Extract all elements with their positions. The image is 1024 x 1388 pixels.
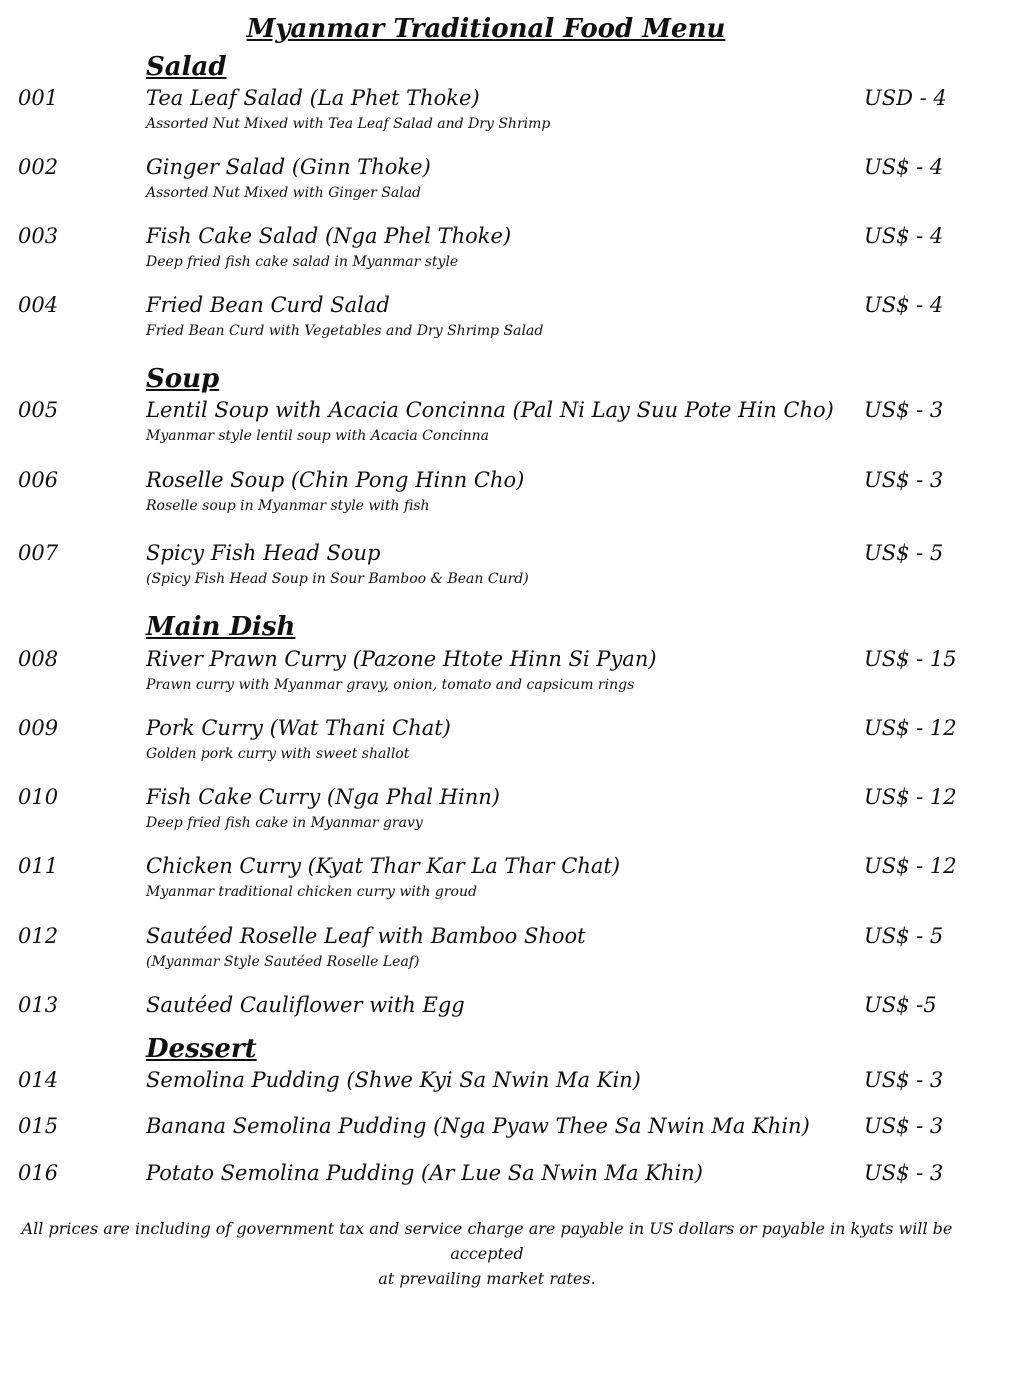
item-code: 015 (18, 1114, 59, 1138)
menu-item-004 (0, 293, 1024, 353)
item-price: USD - 4 (864, 86, 947, 110)
item-price: US$ - 12 (864, 854, 957, 878)
item-code: 014 (18, 1068, 59, 1092)
footnote-line-2: at prevailing market rates. (378, 1269, 596, 1288)
item-price: US$ - 5 (864, 541, 944, 565)
menu-item-001 (0, 86, 1024, 146)
item-description: (Spicy Fish Head Soup in Sour Bamboo & Bean Curd) (146, 571, 529, 587)
menu-item-010 (0, 785, 1024, 845)
item-name: Spicy Fish Head Soup (146, 541, 381, 565)
item-price: US$ - 3 (864, 1114, 944, 1138)
item-description: Myanmar traditional chicken curry with groud (146, 884, 477, 900)
menu-item-006 (0, 468, 1024, 528)
section-heading-dessert: Dessert (146, 1034, 257, 1064)
item-code: 002 (18, 155, 59, 179)
item-description: Prawn curry with Myanmar gravy, onion, tomato and capsicum rings (146, 677, 635, 693)
item-name: Fried Bean Curd Salad (146, 293, 390, 317)
item-price: US$ - 4 (864, 224, 944, 248)
item-description: Assorted Nut Mixed with Ginger Salad (146, 185, 422, 201)
item-name: Semolina Pudding (Shwe Kyi Sa Nwin Ma Kin) (146, 1068, 641, 1092)
menu-item-005 (0, 398, 1024, 458)
item-code: 007 (18, 541, 59, 565)
item-name: Chicken Curry (Kyat Thar Kar La Thar Chat) (146, 854, 621, 878)
item-code: 009 (18, 716, 59, 740)
item-description: Deep fried fish cake salad in Myanmar style (146, 254, 459, 270)
menu-item-002 (0, 155, 1024, 215)
item-code: 013 (18, 993, 59, 1017)
item-price: US$ - 12 (864, 716, 957, 740)
menu-item-009 (0, 716, 1024, 776)
item-code: 010 (18, 785, 59, 809)
item-price: US$ - 12 (864, 785, 957, 809)
item-description: Deep fried fish cake in Myanmar gravy (146, 815, 423, 831)
item-price: US$ -5 (864, 993, 937, 1017)
item-price: US$ - 3 (864, 398, 944, 422)
item-price: US$ - 3 (864, 1068, 944, 1092)
item-code: 001 (18, 86, 59, 110)
item-name: Tea Leaf Salad (La Phet Thoke) (146, 86, 480, 110)
item-price: US$ - 3 (864, 468, 944, 492)
item-name: Roselle Soup (Chin Pong Hinn Cho) (146, 468, 525, 492)
menu-item-008 (0, 647, 1024, 707)
item-code: 003 (18, 224, 59, 248)
item-description: Roselle soup in Myanmar style with fish (146, 498, 430, 514)
item-code: 012 (18, 924, 59, 948)
item-price: US$ - 4 (864, 293, 944, 317)
item-code: 005 (18, 398, 59, 422)
item-code: 016 (18, 1161, 59, 1185)
item-price: US$ - 4 (864, 155, 944, 179)
item-name: Pork Curry (Wat Thani Chat) (146, 716, 451, 740)
item-code: 004 (18, 293, 59, 317)
item-name: Potato Semolina Pudding (Ar Lue Sa Nwin Ma Khin) (146, 1161, 703, 1185)
item-price: US$ - 5 (864, 924, 944, 948)
section-heading-salad: Salad (146, 52, 227, 82)
item-name: Fish Cake Curry (Nga Phal Hinn) (146, 785, 500, 809)
item-name: Lentil Soup with Acacia Concinna (Pal Ni Lay Suu Pote Hin Cho) (146, 398, 834, 422)
menu-item-016 (0, 1161, 1024, 1221)
menu-title: Myanmar Traditional Food Menu (246, 14, 726, 44)
section-heading-soup: Soup (146, 364, 220, 394)
item-code: 008 (18, 647, 59, 671)
item-price: US$ - 15 (864, 647, 957, 671)
menu-item-003 (0, 224, 1024, 284)
menu-item-011 (0, 854, 1024, 914)
item-description: (Myanmar Style Sautéed Roselle Leaf) (146, 954, 420, 970)
item-description: Assorted Nut Mixed with Tea Leaf Salad and Dry Shrimp (146, 116, 551, 132)
item-name: Ginger Salad (Ginn Thoke) (146, 155, 431, 179)
section-heading-main-dish: Main Dish (146, 612, 296, 642)
item-name: River Prawn Curry (Pazone Htote Hinn Si Pyan) (146, 647, 657, 671)
menu-item-007 (0, 541, 1024, 601)
item-name: Banana Semolina Pudding (Nga Pyaw Thee Sa Nwin Ma Khin) (146, 1114, 810, 1138)
footnote-line-1: All prices are including of government tax and service charge are payable in US dollars or payable in kyats will be accepted (21, 1219, 953, 1263)
item-price: US$ - 3 (864, 1161, 944, 1185)
item-code: 011 (18, 854, 59, 878)
item-name: Sautéed Cauliflower with Egg (146, 993, 465, 1017)
price-footnote (10, 1216, 964, 1291)
menu-item-012 (0, 924, 1024, 984)
item-description: Golden pork curry with sweet shallot (146, 746, 410, 762)
item-code: 006 (18, 468, 59, 492)
item-description: Myanmar style lentil soup with Acacia Concinna (146, 428, 489, 444)
item-name: Fish Cake Salad (Nga Phel Thoke) (146, 224, 512, 248)
item-name: Sautéed Roselle Leaf with Bamboo Shoot (146, 924, 586, 948)
item-description: Fried Bean Curd with Vegetables and Dry Shrimp Salad (146, 323, 544, 339)
